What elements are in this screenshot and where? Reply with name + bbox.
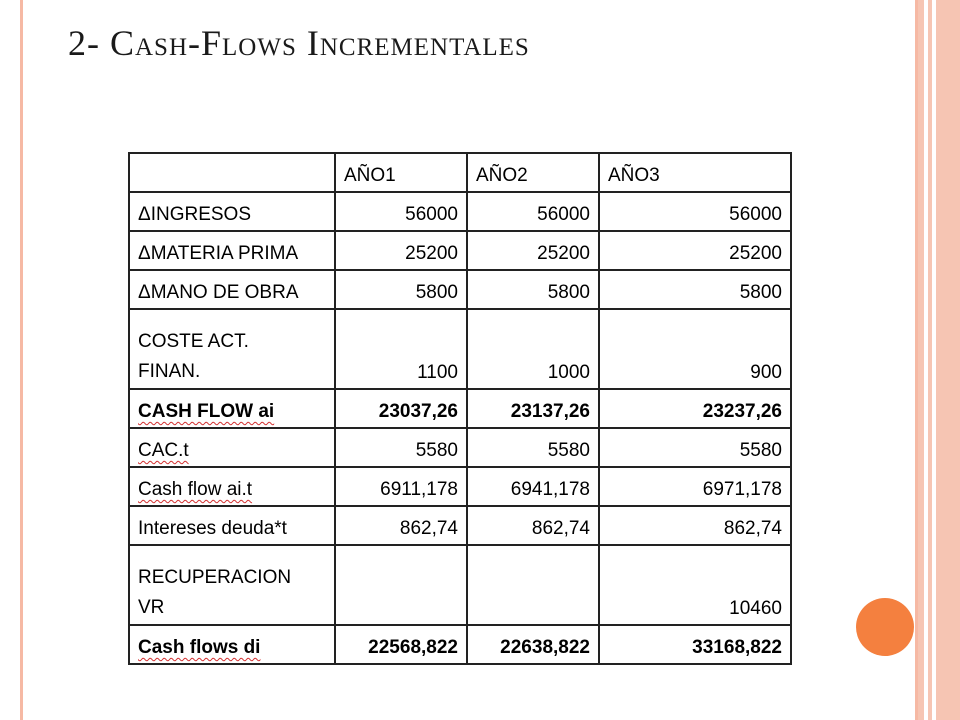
- table-cell: 6911,178: [335, 467, 467, 506]
- row-label-text: CAC.t: [138, 440, 189, 461]
- cash-flows-table: [128, 152, 792, 665]
- row-label: [129, 625, 335, 664]
- table-row: [129, 428, 791, 467]
- slide-title: 2- Cash-Flows Incrementales: [68, 23, 530, 63]
- table-cell: 56000: [335, 192, 467, 231]
- table-cell: 5580: [599, 428, 791, 467]
- row-label: [129, 389, 335, 428]
- row-label: [129, 428, 335, 467]
- row-label: [129, 467, 335, 506]
- table-cell: 23237,26: [599, 389, 791, 428]
- table-corner-cell: [129, 153, 335, 192]
- table-cell: 5800: [335, 270, 467, 309]
- table-cell: 22568,822: [335, 625, 467, 664]
- column-header: AÑO3: [599, 153, 791, 192]
- table-cell: [467, 545, 599, 625]
- table-row: [129, 309, 791, 389]
- table-cell: 25200: [599, 231, 791, 270]
- row-label: Intereses deuda*t: [129, 506, 335, 545]
- row-label: ΔMANO DE OBRA: [129, 270, 335, 309]
- table-cell: 6971,178: [599, 467, 791, 506]
- accent-circle: [856, 598, 914, 656]
- table-row: [129, 506, 791, 545]
- table-cell: [335, 545, 467, 625]
- table-row: [129, 270, 791, 309]
- slide-frame-right: [918, 0, 960, 720]
- table-row: [129, 467, 791, 506]
- table-cell: 862,74: [467, 506, 599, 545]
- table-row: [129, 231, 791, 270]
- table-cell: 862,74: [599, 506, 791, 545]
- table-cell: 56000: [467, 192, 599, 231]
- row-label-line: FINAN.: [138, 361, 201, 382]
- table-cell: 25200: [335, 231, 467, 270]
- table-cell: 25200: [467, 231, 599, 270]
- table-cell: 10460: [599, 545, 791, 625]
- column-header: AÑO1: [335, 153, 467, 192]
- table-row: [129, 192, 791, 231]
- row-label: [129, 309, 335, 389]
- table-cell: 5800: [467, 270, 599, 309]
- table-cell: 23137,26: [467, 389, 599, 428]
- table-cell: 56000: [599, 192, 791, 231]
- table-header-row: [129, 153, 791, 192]
- table-cell: 6941,178: [467, 467, 599, 506]
- table-cell: 5580: [335, 428, 467, 467]
- table-row: [129, 545, 791, 625]
- row-label-line: RECUPERACION: [138, 567, 292, 588]
- slide-frame-left: [20, 0, 23, 720]
- table-cell: 5580: [467, 428, 599, 467]
- table-cell: 862,74: [335, 506, 467, 545]
- row-label-line: VR: [138, 597, 165, 618]
- row-label-line: COSTE ACT.: [138, 331, 249, 352]
- table-cell: 1000: [467, 309, 599, 389]
- table-row: [129, 625, 791, 664]
- row-label: [129, 545, 335, 625]
- column-header: AÑO2: [467, 153, 599, 192]
- row-label-text: Cash flows di: [138, 637, 261, 658]
- table-cell: 33168,822: [599, 625, 791, 664]
- row-label-text: Cash flow ai.t: [138, 479, 253, 500]
- table-cell: 1100: [335, 309, 467, 389]
- table-cell: 900: [599, 309, 791, 389]
- row-label-text: CASH FLOW ai: [138, 401, 275, 422]
- row-label: ΔINGRESOS: [129, 192, 335, 231]
- table-cell: 22638,822: [467, 625, 599, 664]
- table-cell: 23037,26: [335, 389, 467, 428]
- table-row: [129, 389, 791, 428]
- row-label: ΔMATERIA PRIMA: [129, 231, 335, 270]
- table-cell: 5800: [599, 270, 791, 309]
